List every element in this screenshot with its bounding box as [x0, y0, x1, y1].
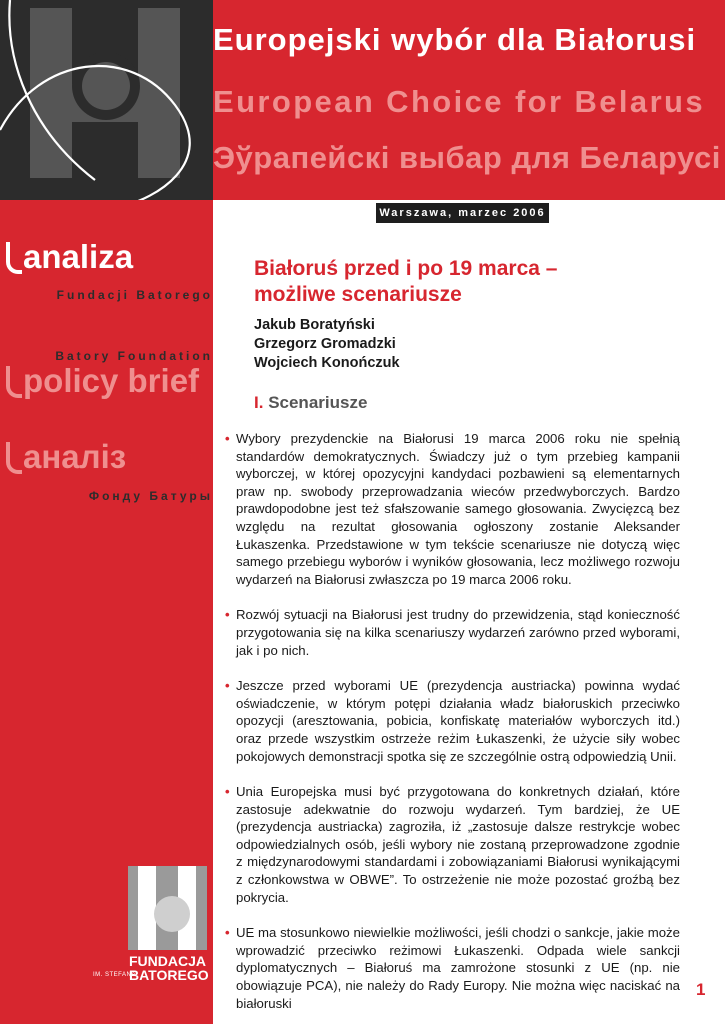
- document-title: [254, 256, 694, 308]
- paragraph: • Unia Europejska musi być przygotowana do konkretnych działań, które zastosuje adekwatnie do rozwoju wydarzeń. Tym bardziej, że UE (prezydencja austriacka) zagroziła, iż „zastosuje dalsze restrykcje wobec odpowiedzialnych osób, jeśli wybory nie zostaną przeprowadzone zgodnie z międzynarodowymi standardami i zobowiązaniami Białorusi wynikającymi z członkowstwa w OBWE”. To ostrzeżenie nie może pozostać groźbą bez pokrycia.: [226, 783, 680, 906]
- section-heading: [254, 393, 367, 413]
- bracket-icon: [6, 366, 22, 398]
- foundation-logo: [128, 866, 207, 950]
- batory-logo-graphic: [0, 0, 213, 200]
- brand-analiza: analiza: [6, 238, 133, 276]
- document-title-line1: Białoruś przed i po 19 marca –: [254, 257, 558, 280]
- bracket-icon: [6, 442, 22, 474]
- paragraph: • Wybory prezydenckie na Białorusi 19 marca 2006 roku nie spełnią standardów demokratycznych. Świadczy już o tym przebieg kampanii wyborczej, w której opozycyjni kandydaci pozbawieni są elementarnych praw np. swobody przeprowadzania wieców przedwyborczych. Bardzo prawdopodobne jest też sfałszowanie samego głosowania. Zwycięzcą bez względu na rezultat głosowania ogłoszony zostanie Aleksander Łukaszenka. Przedstawione w tym tekście scenariusze nie dotyczą więc samego przebiegu wyborów i wyników głosowania, lecz możliwego rozwoju wydarzeń na Białorusi zwłaszcza po 19 marca 2006 roku.: [226, 430, 680, 588]
- logo-pillar-left: [138, 866, 156, 950]
- brand-analiz-by-sub: Фонду Батуры: [88, 489, 213, 503]
- header-title-english: European Choice for Belarus: [213, 84, 706, 119]
- document-title-line2: możliwe scenariusze: [254, 283, 462, 306]
- brand-policy-sub: Batory Foundation: [55, 349, 213, 363]
- section-title: Scenariusze: [268, 393, 368, 412]
- paragraph: • Rozwój sytuacji na Białorusi jest trudny do przewidzenia, stąd konieczność przygotowania się na kilka scenariuszy wydarzeń zarówno przed wyborami, jak i po nich.: [226, 606, 680, 659]
- brand-analiz-by: аналіз: [6, 438, 126, 476]
- paragraph: • Jeszcze przed wyborami UE (prezydencja austriacka) powinna wydać oświadczenie, w którym potępi działania władz białoruskich przeciwko opozycji (aresztowania, pobicia, konfiskatę materiałów wyborczych itd.) oraz przede wszystkim ostrzeże reżim Łukaszenki, że użycie siły wobec pokojowych demonstracji spotka się ze szczególnie ostrą odpowiedzią Unii.: [226, 677, 680, 765]
- header-title-belarusian: Эўрапейскі выбар для Беларусі: [213, 140, 721, 175]
- author: Jakub Boratyński: [254, 317, 375, 333]
- author: Wojciech Konończuk: [254, 355, 400, 371]
- brand-policy-brief: policy brief: [6, 362, 199, 400]
- authors: [254, 316, 400, 373]
- header-logo-panel: [0, 0, 213, 200]
- paragraph: • UE ma stosunkowo niewielkie możliwości, jeśli chodzi o sankcje, jakie może wprowadzić przeciwko reżimowi Łukaszenki. Odpada wiele sankcji dyplomatycznych – Białoruś ma zamrożone stosunki z UE (np. nie obowiązuje PCA), nie należy do Rady Europy. Nie można więc naciskać na białoruski: [226, 924, 680, 1012]
- section-number: I.: [254, 393, 264, 412]
- logo-text-small: IM. STEFANA: [93, 972, 136, 978]
- logo-text-fundacja: FUNDACJA: [129, 953, 206, 969]
- logo-text-batorego: BATOREGO: [129, 967, 209, 983]
- page-number: 1: [696, 980, 706, 999]
- header-title-polish: Europejski wybór dla Białorusi: [213, 22, 697, 57]
- brand-analiza-sub: Fundacji Batorego: [56, 288, 213, 302]
- document-body: [226, 430, 680, 1030]
- logo-dot: [154, 896, 190, 932]
- dateline: Warszawa, marzec 2006: [376, 203, 549, 223]
- bracket-icon: [6, 242, 22, 274]
- foundation-logo-icon: [128, 866, 207, 950]
- author: Grzegorz Gromadzki: [254, 336, 396, 352]
